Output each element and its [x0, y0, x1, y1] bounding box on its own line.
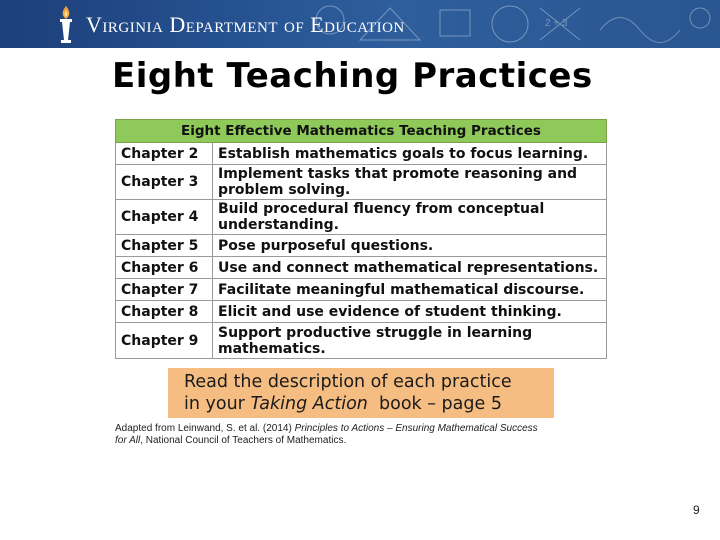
table-row	[116, 200, 607, 235]
slide-title: Eight Teaching Practices	[112, 56, 593, 96]
table-row	[116, 301, 607, 323]
reading-callout	[168, 368, 554, 418]
callout-suffix: book – page 5	[367, 394, 502, 414]
practice-cell: Build procedural fluency from conceptual understanding.	[213, 200, 607, 235]
chapter-cell: Chapter 8	[116, 301, 213, 323]
torch-icon	[54, 4, 78, 44]
credit-suffix: , National Council of Teachers of Mathematics.	[140, 435, 347, 446]
credit-prefix: Adapted from Leinwand, S. et al. (2014)	[115, 423, 295, 434]
practice-cell: Elicit and use evidence of student thinking.	[213, 301, 607, 323]
practice-cell: Use and connect mathematical representations.	[213, 257, 607, 279]
table-header-row	[116, 120, 607, 143]
practices-table	[115, 119, 607, 359]
credit-title: Principles to Actions – Ensuring Mathematical Success for All	[115, 423, 538, 446]
callout-prefix: in your	[184, 394, 251, 414]
practice-cell: Pose purposeful questions.	[213, 235, 607, 257]
callout-line-1: Read the description of each practice	[184, 372, 512, 392]
chapter-cell: Chapter 9	[116, 323, 213, 359]
table-row	[116, 165, 607, 200]
org-name: Virginia Department of Education	[86, 12, 405, 37]
practice-cell: Establish mathematics goals to focus learning.	[213, 143, 607, 165]
table-row	[116, 279, 607, 301]
callout-line-2	[184, 393, 554, 415]
header-banner	[0, 0, 720, 48]
chapter-cell: Chapter 5	[116, 235, 213, 257]
chapter-cell: Chapter 2	[116, 143, 213, 165]
chapter-cell: Chapter 7	[116, 279, 213, 301]
chapter-cell: Chapter 3	[116, 165, 213, 200]
practice-cell: Facilitate meaningful mathematical discourse.	[213, 279, 607, 301]
practice-cell: Support productive struggle in learning mathematics.	[213, 323, 607, 359]
table-header: Eight Effective Mathematics Teaching Practices	[116, 120, 607, 143]
practice-cell: Implement tasks that promote reasoning and problem solving.	[213, 165, 607, 200]
book-title: Taking Action	[250, 394, 368, 414]
table-row	[116, 235, 607, 257]
page-number: 9	[693, 503, 700, 517]
table-row	[116, 143, 607, 165]
svg-text:2 + 3: 2 + 3	[545, 18, 568, 29]
table-row	[116, 323, 607, 359]
chapter-cell: Chapter 6	[116, 257, 213, 279]
chapter-cell: Chapter 4	[116, 200, 213, 235]
source-credit	[115, 423, 545, 447]
table-row	[116, 257, 607, 279]
